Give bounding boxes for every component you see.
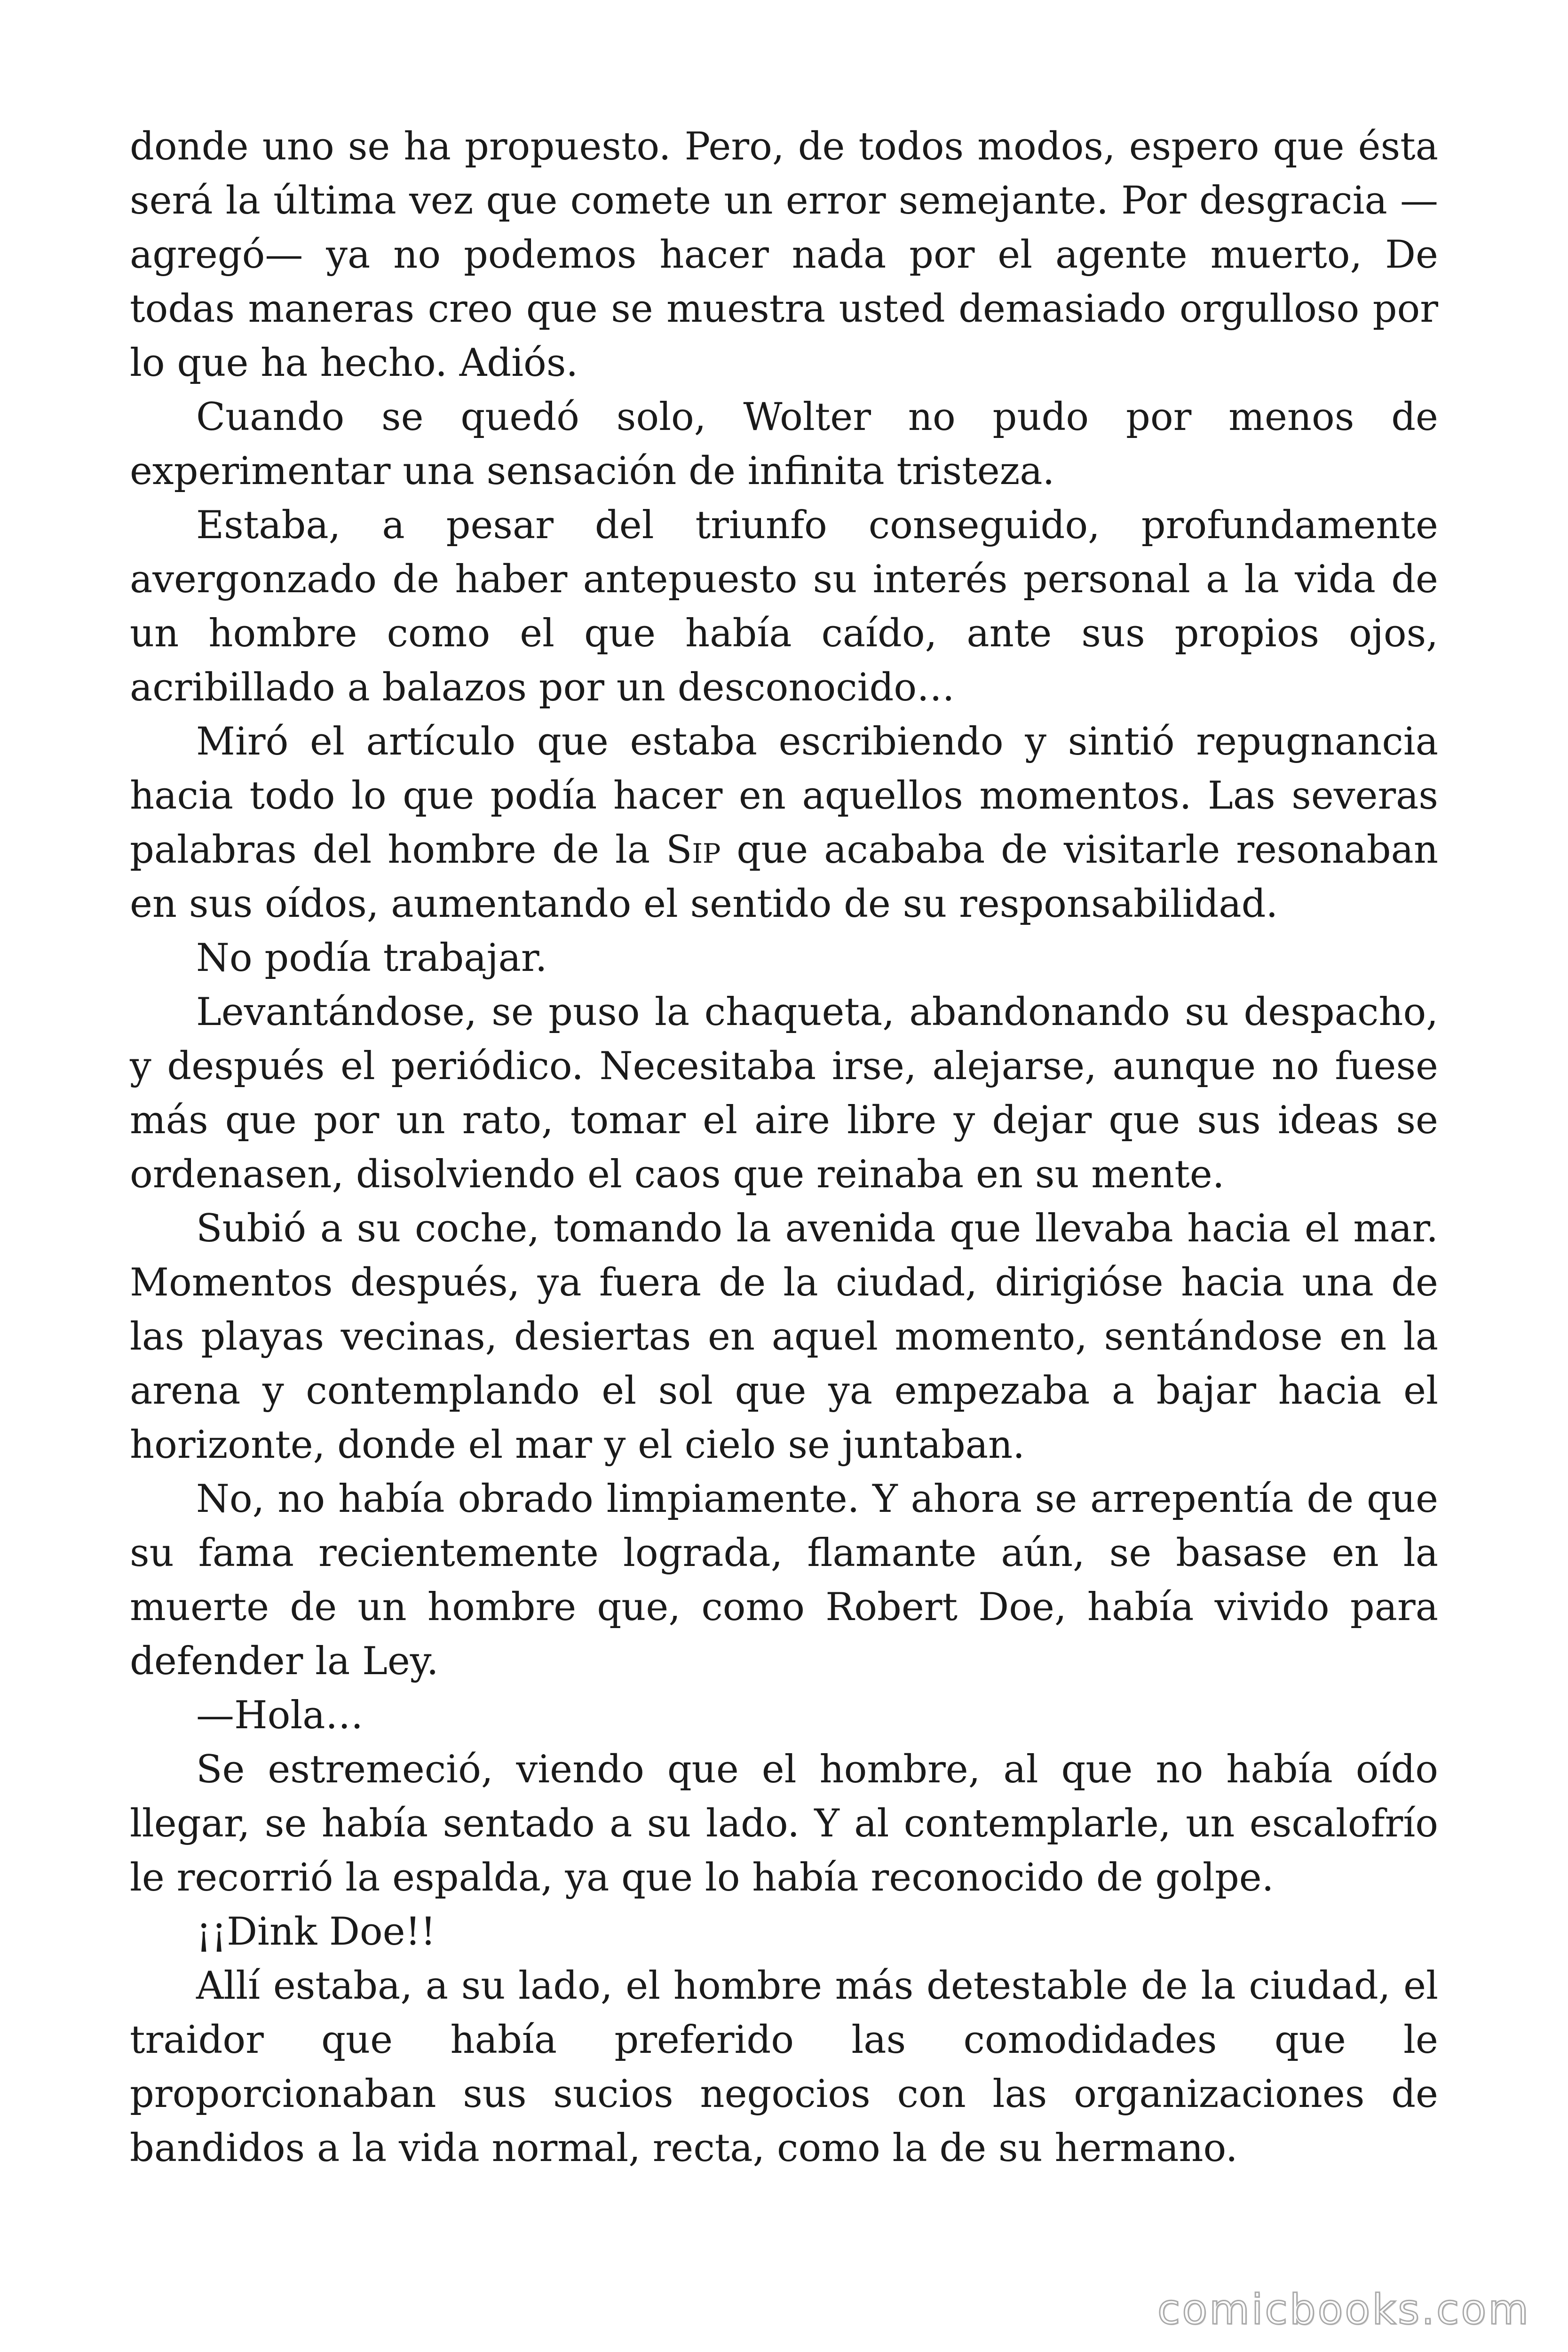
paragraph: ¡¡Dink Doe!! xyxy=(196,1910,436,1954)
paragraph: Allí estaba, a su lado, el hombre más detestable de la ciudad, el traidor que había preferido las comodidades que le proporcionaban sus sucios negocios con las organizaciones de bandidos a la vida normal, recta, como la de su hermano. xyxy=(130,1964,1438,2170)
watermark: comicbooks.com xyxy=(1157,2285,1530,2334)
paragraph-text: Miró el artículo que estaba escribiendo y sintió repugnancia hacia todo lo que podía hacer en aquellos momentos. Las severas palabras del hombre de la xyxy=(130,720,1438,872)
paragraph: Se estremeció, viendo que el hombre, al que no había oído llegar, se había sentado a su lado. Y al contemplarle, un escalofrío le recorrió la espalda, ya que lo había reconocido de golpe. xyxy=(130,1748,1438,1900)
paragraph: Cuando se quedó solo, Wolter no pudo por menos de experimentar una sensación de infinita tristeza. xyxy=(130,395,1438,493)
paragraph: —Hola… xyxy=(196,1693,364,1738)
paragraph-text: que acababa de visitarle resonaban en sus oídos, aumentando el sentido de su responsabilidad. xyxy=(130,828,1438,926)
paragraph: Levantándose, se puso la chaqueta, abandonando su despacho, y después el periódico. Necesitaba irse, alejarse, aunque no fuese más que por un rato, tomar el aire libre y dejar que sus ideas se ordenasen, disolviendo el caos que reinaba en su mente. xyxy=(130,990,1438,1197)
paragraph: No, no había obrado limpiamente. Y ahora se arrepentía de que su fama recientemente lograda, flamante aún, se basase en la muerte de un hombre que, como Robert Doe, había vivido para defender la Ley. xyxy=(130,1477,1438,1684)
paragraph: Estaba, a pesar del triunfo conseguido, profundamente avergonzado de haber antepuesto su interés personal a la vida de un hombre como el que había caído, ante sus propios ojos, acribillado a balazos por un desconocido… xyxy=(130,503,1438,710)
paragraph xyxy=(130,715,1438,931)
paragraph: donde uno se ha propuesto. Pero, de todos modos, espero que ésta será la última vez que comete un error semejante. Por desgracia —agregó— ya no podemos hacer nada por el agente muerto, De todas maneras creo que se muestra usted demasiado orgulloso por lo que ha hecho. Adiós. xyxy=(130,125,1438,385)
paragraph: No podía trabajar. xyxy=(196,936,547,980)
agency-acronym: Sip xyxy=(666,828,721,872)
body-text xyxy=(130,120,1438,2176)
paragraph: Subió a su coche, tomando la avenida que llevaba hacia el mar. Momentos después, ya fuera de la ciudad, dirigióse hacia una de las playas vecinas, desiertas en aquel momento, sentándose en la arena y contemplando el sol que ya empezaba a bajar hacia el horizonte, donde el mar y el cielo se juntaban. xyxy=(130,1207,1438,1467)
